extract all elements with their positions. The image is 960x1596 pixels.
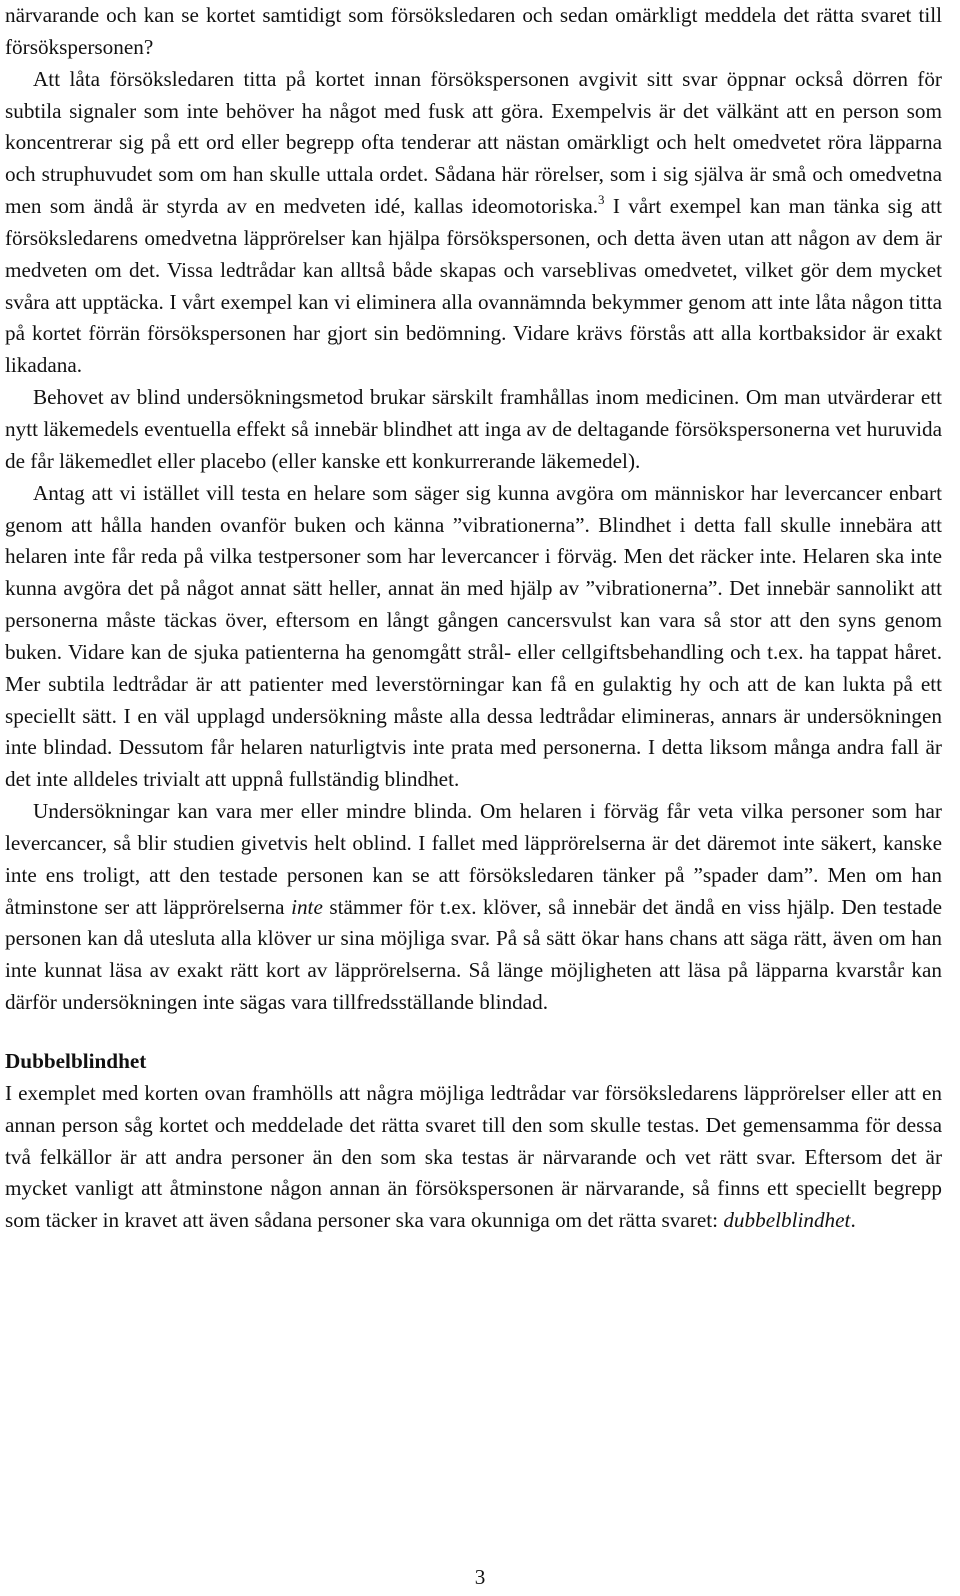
paragraph-6-emphasis: dubbelblindhet [723,1208,851,1233]
footnote-marker: 3 [598,192,605,208]
paragraph-2-text-a: Att låta försöksledaren titta på kortet innan försökspersonen avgivit sitt svar öppnar också dörren för subtila signaler som inte behöver ha något med fusk att göra. Exempelvis är det välkänt att en person som koncentrerar sig på ett ord eller begrepp ofta tenderar att nästan omärkligt och helt omedvetet röra läpparna och struphuvudet som om han skulle uttala ordet. Sådana här rörelser, som i sig själva är små och omedvetna men som ändå är styrda av en medveten idé, kallas ideomotoriska. [5,66,942,219]
section-heading: Dubbelblindhet [5,1049,147,1073]
paragraph-2-text-b: I vårt exempel kan man tänka sig att försöksledarens omedvetna läpprörelser kan hjälpa försökspersonen, och detta även utan att någon av dem är medveten om det. Vissa ledtrådar kan alltså både skapas och varseblivas omedvetet, vilket gör dem mycket svåra att upptäcka. I vårt exempel kan vi eliminera alla ovannämnda bekymmer genom att inte låta någon titta på kortet förrän försökspersonen har gjort sin bedömning. Vidare krävs förstås att alla kortbaksidor är exakt likadana. [5,194,942,378]
paragraph-1-text: närvarande och kan se kortet samtidigt som försöksledaren och sedan omärkligt meddela det rätta svaret till försökspersonen? [5,3,942,59]
paragraph-6-text-a: I exemplet med korten ovan framhölls att några möjliga ledtrådar var försöksledarens läpprörelser eller att en annan person såg kortet och meddelade det rätta svaret till den som skulle testas. Det gemensamma för dessa två felkällor är att andra personer än den som ska testas är närvarande och vet rätt svar. Eftersom det är mycket vanligt att åtminstone någon annan än försökspersonen är närvarande, så finns ett speciellt begrepp som täcker in kravet att även sådana personer ska vara okunniga om det rätta svaret: [5,1080,942,1233]
document-page [5,0,942,1237]
paragraph-6-text-b: . [850,1208,856,1233]
paragraph-5-text-a: Undersökningar kan vara mer eller mindre blinda. Om helaren i förväg får veta vilka personer som har levercancer, så blir studien givetvis helt oblind. I fallet med läpprörelserna är det däremot inte säkert, kanske inte ens troligt, att den testade personen kan se att försöksledaren tänker på ”spader dam”. Men om han åtminstone ser att läpprörelserna [5,799,942,919]
paragraph-5 [5,796,942,1019]
paragraph-2 [5,64,942,382]
paragraph-3-text: Behovet av blind undersökningsmetod brukar särskilt framhållas inom medicinen. Om man utvärderar ett nytt läkemedels eventuella effekt så innebär blindhet att inga av de deltagande försökspersonerna vet huruvida de får läkemedlet eller placebo (eller kanske ett konkurrerande läkemedel). [5,385,942,473]
paragraph-4-text: Antag att vi istället vill testa en helare som säger sig kunna avgöra om människor har levercancer enbart genom att hålla handen ovanför buken och känna ”vibrationerna”. Blindhet i detta fall skulle innebära att helaren inte får reda på vilka testpersoner som har levercancer i förväg. Men det räcker inte. Helaren ska inte kunna avgöra det på något annat sätt heller, annat än med hjälp av ”vibrationerna”. Det innebär sannolikt att personerna måste täckas över, eftersom en långt gången cancersvulst kan vara så stor att den syns genom buken. Vidare kan de sjuka patienterna ha genomgått strål- eller cellgiftsbehandling och t.ex. ha tappat håret. Mer subtila ledtrådar är att patienter med leverstörningar kan få en gulaktig hy och att de kan lukta på ett speciellt sätt. I en väl upplagd undersökning måste alla dessa ledtrådar elimineras, annars är undersökningen inte blindad. Dessutom får helaren naturligtvis inte prata med personerna. I detta liksom många andra fall är det inte alldeles trivialt att uppnå fullständig blindhet. [5,480,942,792]
paragraph-4 [5,478,942,796]
paragraph-1 [5,0,942,64]
page-number: 3 [474,1565,486,1589]
paragraph-5-text-b: stämmer för t.ex. klöver, så innebär det ändå en viss hjälp. Den testade personen kan då utesluta alla klöver ur sina möjliga svar. På så sätt ökar hans chans att säga rätt, även om han inte kunnat läsa av exakt rätt kort av läpprörelserna. Så länge möjligheten att läsa på läpparna kvarstår kan därför undersökningen inte sägas vara tillfredsställande blindad. [5,894,942,1015]
paragraph-5-emphasis: inte [291,894,323,919]
paragraph-6 [5,1078,942,1237]
paragraph-3 [5,382,942,478]
